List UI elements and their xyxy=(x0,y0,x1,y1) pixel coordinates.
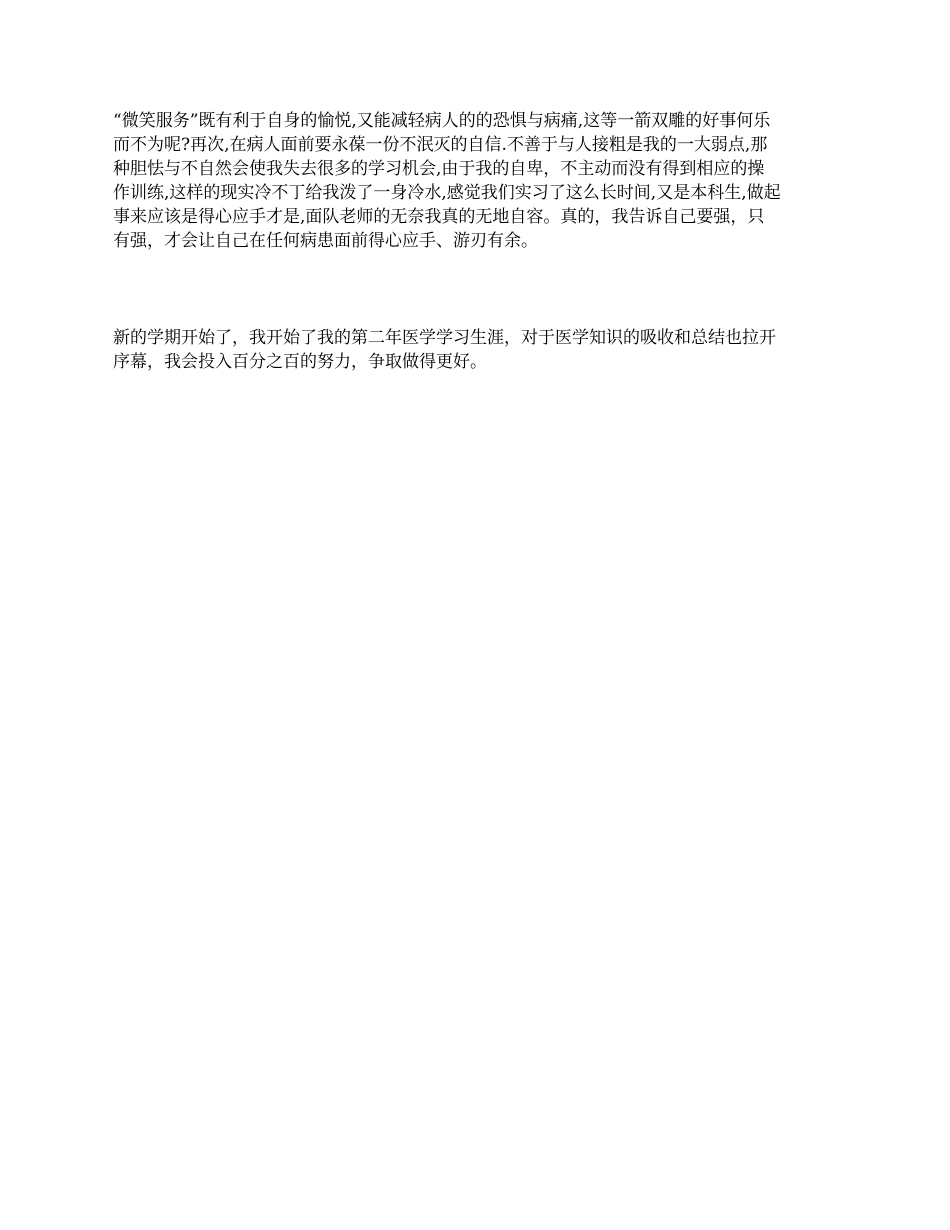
paragraph-smile-service xyxy=(113,109,843,253)
text-line: 而不为呢?再次,在病人面前要永葆一份不泯灭的自信.不善于与人接粗是我的一大弱点,那 xyxy=(113,135,768,155)
text-line: “微笑服务”既有利于自身的愉悦,又能减轻病人的的恐惧与病痛,这等一箭双雕的好事何乐 xyxy=(113,111,771,131)
text-line: 种胆怯与不自然会使我失去很多的学习机会,由于我的自卑，不主动而没有得到相应的操 xyxy=(113,159,765,179)
text-line: 有强，才会让自己在任何病患面前得心应手、游刃有余。 xyxy=(113,231,538,251)
text-line: 作训练,这样的现实冷不丁给我泼了一身冷水,感觉我们实习了这么长时间,又是本科生,做起 xyxy=(113,183,781,203)
paragraph-new-semester xyxy=(113,326,843,374)
text-line: 事来应该是得心应手才是,面队老师的无奈我真的无地自容。真的，我告诉自己要强，只 xyxy=(113,207,765,227)
text-line: 新的学期开始了，我开始了我的第二年医学学习生涯，对于医学知识的吸收和总结也拉开 xyxy=(113,328,776,348)
text-line: 序幕，我会投入百分之百的努力，争取做得更好。 xyxy=(113,352,487,372)
